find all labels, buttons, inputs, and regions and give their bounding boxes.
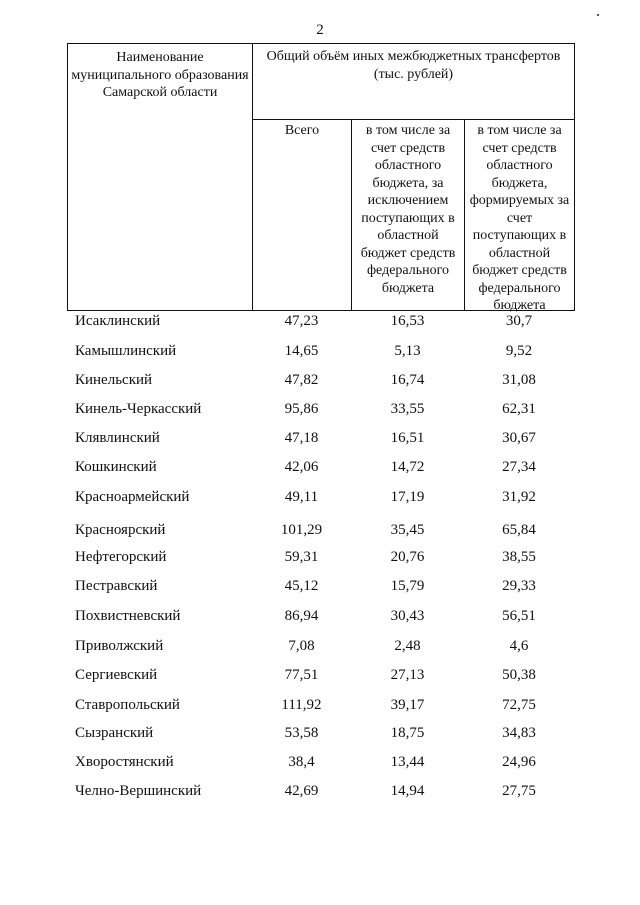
federal-value: 65,84 [502,522,536,538]
table-row [0,549,640,569]
scan-speck [597,14,599,16]
federal-value: 27,75 [502,783,536,799]
table-row [0,489,640,509]
federal-value: 34,83 [502,725,536,741]
total-value: 95,86 [284,401,319,417]
regional-value: 20,76 [390,549,425,565]
total-value: 111,92 [281,697,322,713]
table-row [0,372,640,392]
municipality-name: Камышлинский [75,343,177,359]
table-row [0,313,640,333]
total-value: 45,12 [284,578,319,594]
table-row [0,430,640,450]
regional-value: 33,55 [390,401,425,417]
municipality-name: Кинель-Черкасский [75,401,202,417]
regional-value: 35,45 [390,522,425,538]
header-group-title: Общий объём иных межбюджетных трансфертов (тыс. рублей) [253,44,575,120]
header-total: Всего [253,120,352,311]
federal-value: 56,51 [502,608,536,624]
municipality-name: Хворостянский [75,754,174,770]
federal-value: 4,6 [509,638,529,654]
federal-value: 24,96 [502,754,536,770]
total-value: 47,23 [284,313,319,329]
municipality-name: Исаклинский [75,313,161,329]
regional-value: 18,75 [390,725,425,741]
regional-value: 27,13 [390,667,425,683]
total-value: 42,69 [284,783,319,799]
federal-value: 30,67 [502,430,536,446]
total-value: 47,18 [284,430,319,446]
page-number: 2 [316,22,324,38]
table-row [0,667,640,687]
municipality-name: Пестравский [75,578,158,594]
header-regional: в том числе за счет средств областного бюджета, за исключением поступающих в областной бюджет средств федерального бюджета [352,120,465,311]
regional-value: 15,79 [390,578,425,594]
table-row [0,608,640,628]
regional-value: 14,94 [390,783,425,799]
regional-value: 16,74 [390,372,425,388]
regional-value: 30,43 [390,608,425,624]
table-row [0,725,640,745]
regional-value: 14,72 [390,459,425,475]
municipality-name: Ставропольский [75,697,180,713]
municipality-name: Челно-Вершинский [75,783,202,799]
regional-value: 2,48 [394,638,421,654]
federal-value: 38,55 [502,549,536,565]
total-value: 42,06 [284,459,319,475]
regional-value: 13,44 [390,754,425,770]
header-municipality: Наименование муниципального образования Самарской области [68,44,253,311]
municipality-name: Кинельский [75,372,153,388]
federal-value: 29,33 [502,578,536,594]
municipality-name: Приволжский [75,638,164,654]
total-value: 59,31 [284,549,319,565]
table-row [0,638,640,658]
table-row [0,401,640,421]
municipality-name: Красноярский [75,522,166,538]
table-row [0,578,640,598]
total-value: 14,65 [284,343,319,359]
regional-value: 16,53 [390,313,425,329]
header-federal: в том числе за счет средств областного бюджета, формируемых за счет поступающих в областной бюджет средств федерального бюджета [465,120,575,311]
municipality-name: Похвистневский [75,608,181,624]
municipality-name: Нефтегорский [75,549,167,565]
federal-value: 50,38 [502,667,536,683]
federal-value: 27,34 [502,459,536,475]
federal-value: 72,75 [502,697,536,713]
municipality-name: Красноармейский [75,489,190,505]
table-row [0,697,640,717]
federal-value: 62,31 [502,401,536,417]
total-value: 53,58 [284,725,319,741]
table-row [0,522,640,542]
regional-value: 5,13 [394,343,421,359]
table-row [0,343,640,363]
table-header [67,43,575,311]
federal-value: 30,7 [505,313,533,329]
total-value: 7,08 [288,638,315,654]
federal-value: 9,52 [505,343,533,359]
total-value: 49,11 [284,489,319,505]
federal-value: 31,92 [502,489,536,505]
municipality-name: Сызранский [75,725,154,741]
total-value: 86,94 [284,608,319,624]
municipality-name: Сергиевский [75,667,158,683]
regional-value: 39,17 [390,697,425,713]
regional-value: 17,19 [390,489,425,505]
total-value: 77,51 [284,667,319,683]
regional-value: 16,51 [390,430,425,446]
table-row [0,754,640,774]
table-row [0,459,640,479]
total-value: 38,4 [288,754,315,770]
federal-value: 31,08 [502,372,536,388]
municipality-name: Клявлинский [75,430,160,446]
total-value: 47,82 [284,372,319,388]
total-value: 101,29 [280,522,323,538]
table-row [0,783,640,803]
municipality-name: Кошкинский [75,459,157,475]
